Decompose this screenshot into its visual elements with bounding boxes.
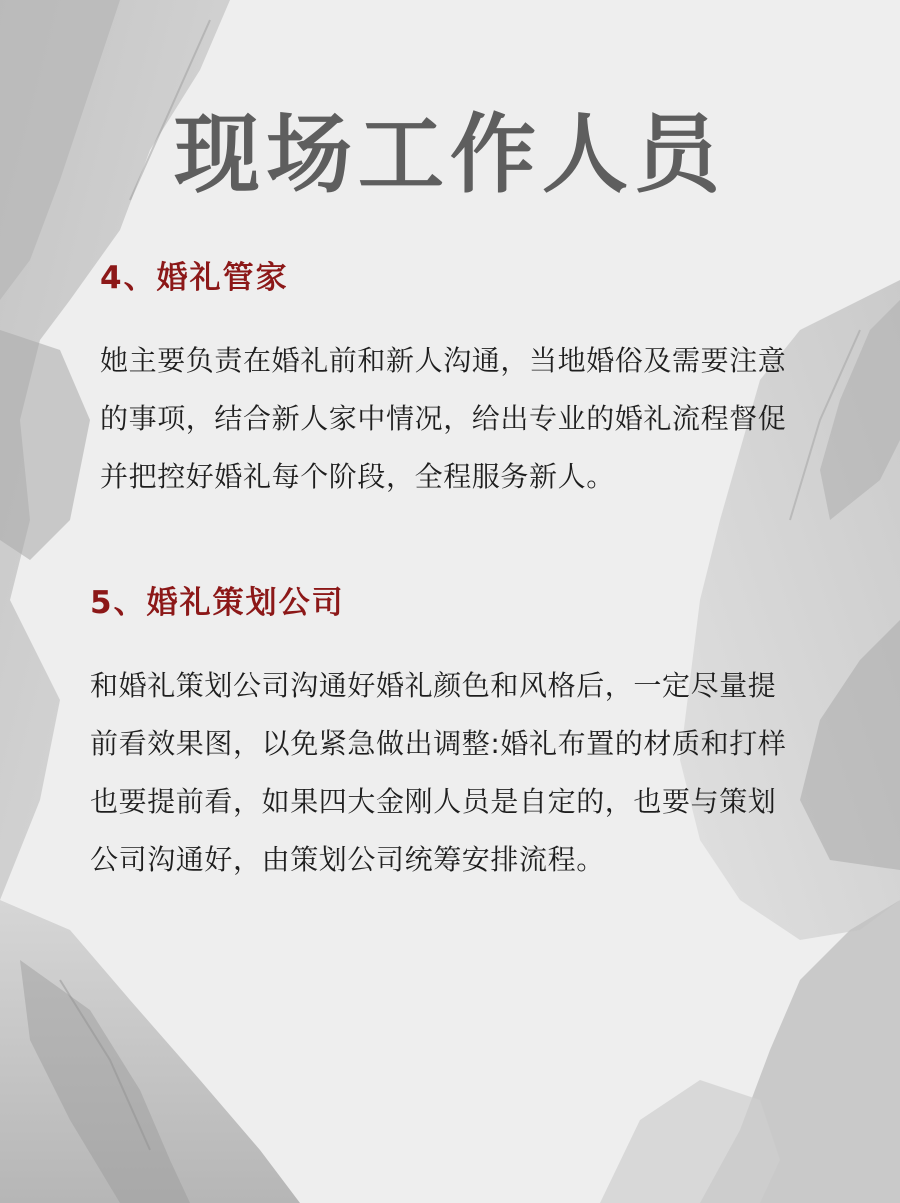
section-body-wedding-steward xyxy=(100,332,786,506)
section-heading-wedding-planner: 5、婚礼策划公司 xyxy=(90,585,345,621)
body-line: 和婚礼策划公司沟通好婚礼颜色和风格后，一定尽量提 xyxy=(90,669,777,702)
section-heading-wedding-steward: 4、婚礼管家 xyxy=(100,260,289,296)
body-line: 前看效果图，以免紧急做出调整:婚礼布置的材质和打样 xyxy=(90,727,787,760)
body-line: 她主要负责在婚礼前和新人沟通，当地婚俗及需要注意 xyxy=(100,344,787,377)
section-body-wedding-planner xyxy=(90,657,786,889)
body-line: 也要提前看，如果四大金刚人员是自定的，也要与策划 xyxy=(90,785,777,818)
body-line: 公司沟通好，由策划公司统筹安排流程。 xyxy=(90,843,605,876)
page-title: 现场工作人员 xyxy=(174,105,726,205)
body-line: 并把控好婚礼每个阶段，全程服务新人。 xyxy=(100,460,615,493)
body-line: 的事项，结合新人家中情况，给出专业的婚礼流程督促 xyxy=(100,402,787,435)
